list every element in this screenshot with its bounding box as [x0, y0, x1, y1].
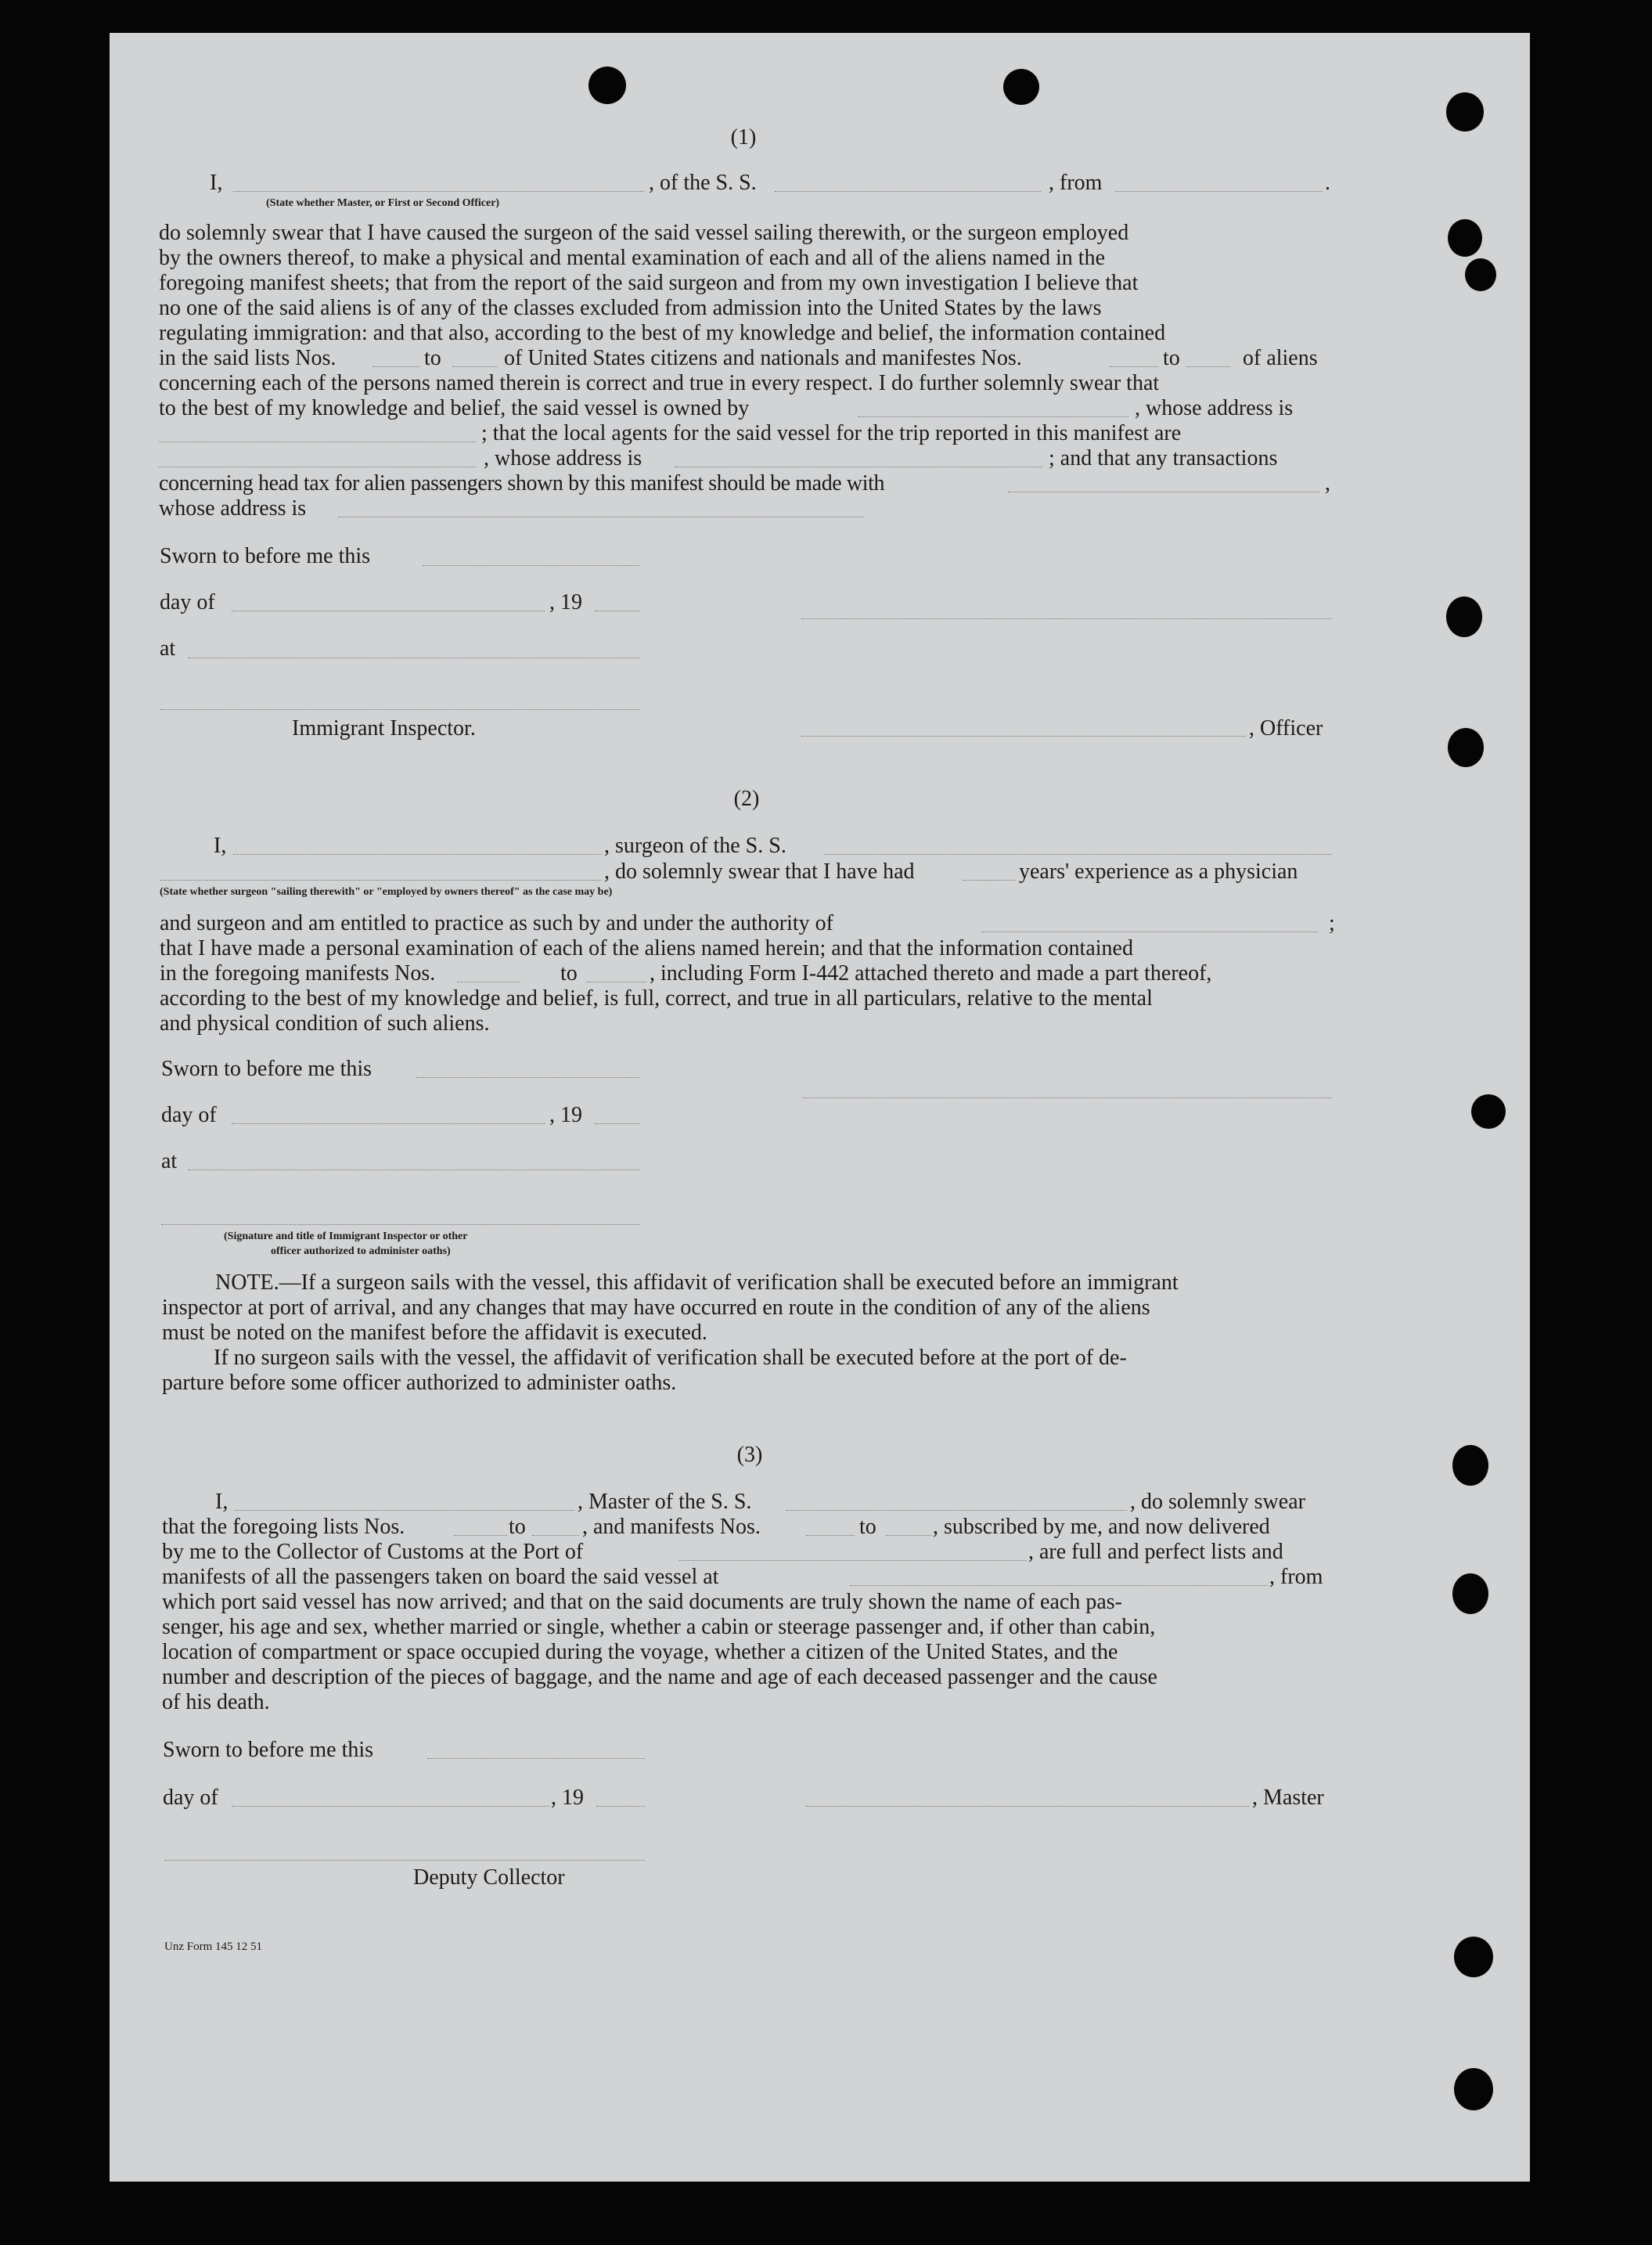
s2-sig-note: officer authorized to administer oaths) [271, 1245, 451, 1257]
s1-i: I, [210, 171, 223, 195]
s1-comma: , [1325, 471, 1330, 495]
s2-year-field[interactable] [595, 1123, 640, 1124]
punch-hole [1454, 2068, 1493, 2110]
punch-hole [1003, 69, 1039, 105]
s2-body-line: that I have made a personal examination of each of the aliens named herein; and that the information contained [160, 936, 1133, 960]
s3-year-field[interactable] [596, 1806, 645, 1807]
punch-hole [1446, 92, 1484, 132]
s1-lists-label: in the said lists Nos. [159, 346, 337, 370]
s2-form-line: , including Form I-442 attached thereto and made a part thereof, [650, 961, 1212, 986]
punch-hole [1448, 219, 1482, 257]
s3-manifests-label: , and manifests Nos. [582, 1515, 761, 1539]
s3-body-line: of his death. [162, 1690, 270, 1714]
s3-manifests-line: manifests of all the passengers taken on board the said vessel at [162, 1565, 719, 1589]
s3-master-of: , Master of the S. S. [578, 1490, 752, 1514]
s2-status-note: (State whether surgeon "sailing therewith" or "employed by owners thereof" as the case may be) [160, 886, 613, 898]
s1-owner-field[interactable] [858, 416, 1128, 417]
s1-officer-note: (State whether Master, or First or Second Officer) [266, 197, 500, 209]
punch-hole [1452, 1573, 1488, 1614]
s2-i: I, [214, 834, 227, 858]
s1-manifests-label: of United States citizens and nationals and manifestes Nos. [504, 346, 1022, 370]
s2-at: at [161, 1149, 178, 1173]
s2-manifests-label: in the foregoing manifests Nos. [160, 961, 436, 986]
s1-body-line: regulating immigration: and that also, according to the best of my knowledge and belief, the information contained [159, 321, 1166, 345]
s1-year: , 19 [549, 590, 582, 614]
s2-manifests-to: to [560, 961, 578, 986]
s2-years-field[interactable] [963, 880, 1016, 881]
s1-owner-address-label: , whose address is [1135, 396, 1294, 420]
punch-hole [1452, 1445, 1488, 1486]
s1-dayof: day of [160, 590, 215, 614]
s1-owner-address-field[interactable] [159, 441, 476, 442]
s1-body-line: foregoing manifest sheets; that from the report of the said surgeon and from my own investigation I believe that [159, 271, 1139, 295]
s3-master-sign-line[interactable] [806, 1806, 1249, 1807]
s2-dayof-field[interactable] [232, 1123, 545, 1124]
section-3-number: (3) [736, 1443, 763, 1467]
s2-swear: , do solemnly swear that I have had [604, 859, 915, 884]
s2-sworn: Sworn to before me this [161, 1057, 373, 1081]
s2-dayof: day of [161, 1103, 217, 1127]
s3-master-label: , Master [1252, 1786, 1324, 1810]
s2-inspector-line[interactable] [161, 1224, 640, 1225]
s1-agents-address-label: , whose address is [484, 446, 642, 470]
form-number: Unz Form 145 12 51 [164, 1941, 262, 1953]
note-line: must be noted on the manifest before the affidavit is executed. [162, 1321, 707, 1345]
s1-officer-field[interactable] [233, 191, 644, 192]
s3-body-line: senger, his age and sex, whether married or single, whether a cabin or steerage passenger and, if other than cabin, [162, 1615, 1156, 1639]
s1-manifests-to: to [1163, 346, 1180, 370]
s3-manifests-to: to [859, 1515, 876, 1539]
s3-port-field[interactable] [679, 1560, 1027, 1561]
s1-inspector-line[interactable] [160, 709, 640, 710]
s1-body-line: by the owners thereof, to make a physical and mental examination of each and all of the aliens named in the [159, 246, 1106, 270]
punch-hole [1446, 596, 1482, 637]
s1-from: , from [1049, 171, 1103, 195]
s2-body-line: according to the best of my knowledge and belief, is full, correct, and true in all particulars, relative to the mental [160, 986, 1153, 1011]
s2-at-field[interactable] [188, 1169, 640, 1170]
s3-year: , 19 [551, 1786, 584, 1810]
s3-subscribed: , subscribed by me, and now delivered [933, 1515, 1270, 1539]
s3-from: , from [1269, 1565, 1323, 1589]
s2-name-field[interactable] [233, 854, 601, 855]
s2-body-line: and physical condition of such aliens. [160, 1011, 490, 1036]
s1-body-line: concerning each of the persons named therein is correct and true in every respect. I do further solemnly swear that [159, 371, 1160, 395]
s1-of-ss: , of the S. S. [649, 171, 757, 195]
s3-deputy-label: Deputy Collector [413, 1865, 565, 1890]
s1-vessel-field[interactable] [775, 191, 1041, 192]
s1-at: at [160, 636, 176, 661]
s1-sworn-field[interactable] [423, 565, 640, 566]
s3-body-line: location of compartment or space occupied during the voyage, whether a citizen of the United States, and the [162, 1640, 1118, 1664]
s2-sig-note: (Signature and title of Immigrant Inspector or other [224, 1231, 468, 1242]
note-line: inspector at port of arrival, and any changes that may have occurred en route in the condition of any of the aliens [162, 1295, 1150, 1320]
punch-hole [1448, 728, 1484, 767]
s2-sworn-field[interactable] [416, 1077, 640, 1078]
s1-signature-line[interactable] [801, 618, 1332, 619]
s3-collector-label: by me to the Collector of Customs at the Port of [162, 1540, 584, 1564]
s1-lists-to-field[interactable] [452, 366, 498, 367]
punch-hole [588, 67, 626, 104]
s3-dayof: day of [163, 1786, 218, 1810]
s3-lists-to-field[interactable] [532, 1535, 579, 1536]
s1-owned-label: to the best of my knowledge and belief, the said vessel is owned by [159, 396, 750, 420]
note-line: NOTE.—If a surgeon sails with the vessel, this affidavit of verification shall be executed before an immigrant [215, 1270, 1179, 1295]
s3-vessel-field[interactable] [786, 1510, 1127, 1511]
s1-body-line: do solemnly swear that I have caused the surgeon of the said vessel sailing therewith, or the surgeon employed [159, 221, 1129, 245]
s2-surgeon-label: , surgeon of the S. S. [604, 834, 786, 858]
s1-transactions: ; and that any transactions [1049, 446, 1278, 470]
s1-manifests-from-field[interactable] [1110, 366, 1158, 367]
section-2-number: (2) [733, 787, 760, 811]
s1-lists-from-field[interactable] [373, 366, 419, 367]
s1-headtax-label: concerning head tax for alien passengers shown by this manifest should be made with [159, 471, 885, 495]
s2-vessel-field[interactable] [825, 854, 1332, 855]
s3-deputy-line[interactable] [164, 1860, 645, 1861]
s2-status-field[interactable] [160, 880, 601, 881]
s3-swear: , do solemnly swear [1130, 1490, 1305, 1514]
s3-dayof-field[interactable] [232, 1806, 549, 1807]
punch-hole [1471, 1094, 1506, 1129]
s1-officer-sign-line[interactable] [801, 736, 1246, 737]
s1-manifests-to-field[interactable] [1186, 366, 1230, 367]
s1-sworn: Sworn to before me this [160, 544, 371, 568]
s3-manifests-from-field[interactable] [806, 1535, 855, 1536]
s2-semicolon: ; [1329, 911, 1335, 935]
note-line: parture before some officer authorized to administer oaths. [162, 1371, 677, 1395]
s3-sworn-field[interactable] [427, 1758, 645, 1759]
s3-name-field[interactable] [235, 1510, 574, 1511]
s1-from-field[interactable] [1115, 191, 1323, 192]
s1-agents-label: ; that the local agents for the said vessel for the trip reported in this manifest are [481, 421, 1182, 445]
s3-manifests-to-field[interactable] [886, 1535, 931, 1536]
s1-lists-to: to [424, 346, 441, 370]
s2-years: years' experience as a physician [1019, 859, 1298, 884]
s1-period: . [1325, 171, 1330, 195]
s1-officer-label: , Officer [1249, 716, 1323, 741]
s3-sworn: Sworn to before me this [163, 1738, 374, 1762]
s2-authority-label: and surgeon and am entitled to practice as such by and under the authority of [160, 911, 833, 935]
s3-body-line: which port said vessel has now arrived; and that on the said documents are truly shown the name of each pas- [162, 1590, 1122, 1614]
s3-port-taken-field[interactable] [850, 1585, 1268, 1586]
punch-hole [1454, 1937, 1493, 1977]
s1-inspector-label: Immigrant Inspector. [292, 716, 476, 741]
s3-lists-to: to [509, 1515, 526, 1539]
s3-lists-label: that the foregoing lists Nos. [162, 1515, 405, 1539]
s3-lists-from-field[interactable] [454, 1535, 507, 1536]
note-line: If no surgeon sails with the vessel, the affidavit of verification shall be executed before at the port of de- [214, 1346, 1127, 1370]
punch-hole [1465, 258, 1496, 291]
s1-of-aliens: of aliens [1243, 346, 1318, 370]
section-1-number: (1) [730, 125, 757, 150]
s1-headtax-address-label: whose address is [159, 496, 307, 521]
s1-body-line: no one of the said aliens is of any of the classes excluded from admission into the United States by the laws [159, 296, 1102, 320]
s2-signature-line[interactable] [803, 1097, 1332, 1098]
s2-year: , 19 [549, 1103, 582, 1127]
s3-body-line: number and description of the pieces of baggage, and the name and age of each deceased passenger and the cause [162, 1665, 1157, 1689]
s3-full: , are full and perfect lists and [1028, 1540, 1283, 1564]
s3-i: I, [215, 1490, 229, 1514]
